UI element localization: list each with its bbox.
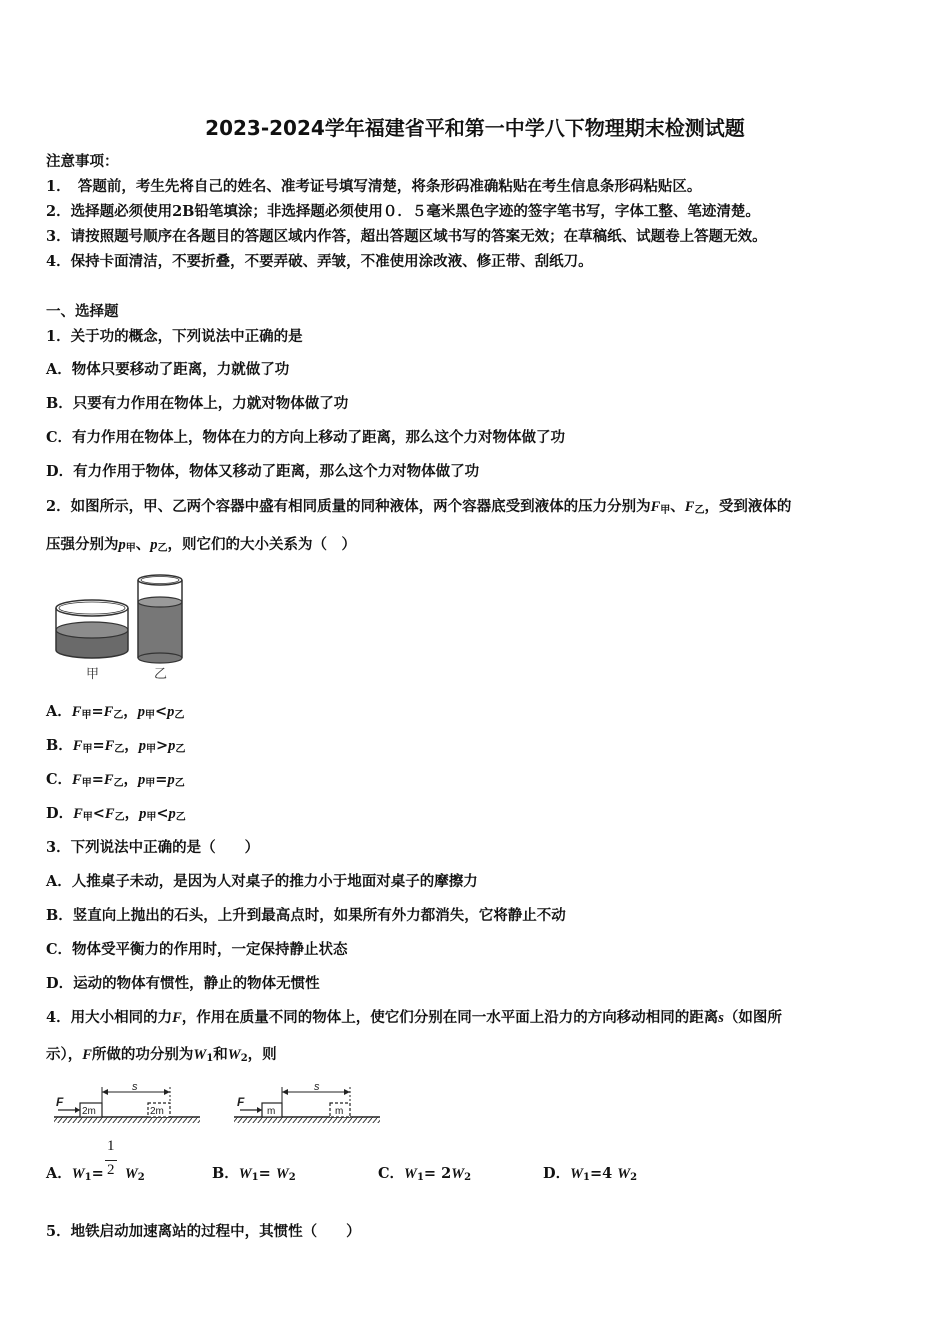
- subscript: 2: [137, 1172, 145, 1183]
- stem-text: ，则: [247, 1046, 277, 1063]
- mass-label: 2m: [82, 1106, 96, 1117]
- option-letter: C．: [46, 771, 73, 788]
- symbol-F: F: [72, 772, 82, 788]
- symbol-p: p: [118, 537, 126, 553]
- notice-item: 4．保持卡面清洁，不要折叠，不要弄破、弄皱，不准使用涂改液、修正带、刮纸刀。: [46, 253, 593, 270]
- symbol-W: W: [124, 1166, 138, 1182]
- question-3-option-a: A．人推桌子未动，是因为人对桌子的推力小于地面对桌子的摩擦力: [46, 873, 478, 890]
- fraction-bar: [105, 1160, 117, 1161]
- stem-text: 压强分别为: [46, 536, 119, 553]
- symbol-F: F: [684, 499, 695, 515]
- relation: =: [155, 771, 168, 788]
- relation: <: [92, 805, 105, 822]
- subscript: 乙: [114, 744, 125, 755]
- comma: ，: [123, 703, 138, 720]
- symbol-F: F: [650, 499, 661, 515]
- relation: =: [91, 771, 104, 788]
- question-2-option-b: [46, 736, 185, 760]
- relation: >: [156, 737, 169, 754]
- subscript: 2: [630, 1172, 638, 1183]
- symbol-W: W: [275, 1166, 289, 1182]
- symbol-F: F: [71, 704, 82, 720]
- question-2-stem-line2: [46, 535, 356, 559]
- page-title: 2023-2024学年福建省平和第一中学八下物理期末检测试题: [205, 116, 745, 140]
- stem-text: 所做的功分别为: [91, 1046, 194, 1063]
- notice-item: 3．请按照题号顺序在各题目的答题区域内作答，超出答题区域书写的答案无效；在草稿纸、试题卷上答题无效。: [46, 228, 767, 245]
- question-4-stem-line1: [46, 1008, 782, 1028]
- mass-label: 2m: [150, 1106, 164, 1117]
- symbol-W: W: [404, 1166, 417, 1182]
- subscript: 甲: [145, 778, 156, 789]
- question-2-option-c: [46, 770, 185, 794]
- subscript: 乙: [175, 812, 186, 823]
- stem-text: 2．如图所示，甲、乙两个容器中盛有相同质量的同种液体，两个容器底受到液体的压力分别为: [46, 498, 651, 515]
- subscript: 2: [288, 1172, 296, 1183]
- section-heading: 一、选择题: [46, 303, 119, 320]
- subscript: 甲: [81, 778, 92, 789]
- question-2-stem-line1: [46, 497, 791, 521]
- subscript: 2: [464, 1172, 472, 1183]
- stem-text: ，受到液体的: [704, 498, 792, 515]
- relation: =: [92, 737, 105, 754]
- separator: 、: [135, 536, 151, 553]
- subscript: 1: [582, 1172, 590, 1183]
- symbol-F: F: [82, 1047, 92, 1063]
- relation: =: [258, 1165, 276, 1182]
- mass-label: m: [267, 1106, 276, 1117]
- symbol-p: p: [167, 772, 175, 788]
- symbol-p: p: [167, 704, 175, 720]
- distance-label: s: [132, 1082, 138, 1093]
- question-3-option-c: C．物体受平衡力的作用时，一定保持静止状态: [46, 941, 348, 958]
- subscript: 1: [84, 1172, 92, 1183]
- option-letter: B．: [212, 1165, 239, 1182]
- relation: =: [91, 703, 104, 720]
- symbol-W: W: [71, 1166, 85, 1182]
- diagram-2m: [54, 1082, 200, 1123]
- symbol-W: W: [451, 1166, 465, 1182]
- option-letter: A．: [46, 1165, 72, 1182]
- subscript: 1: [416, 1172, 424, 1183]
- force-distance-figure: [52, 1082, 392, 1128]
- subscript: 甲: [146, 812, 157, 823]
- subscript: 甲: [81, 710, 92, 721]
- notice-item: 2．选择题必须使用2B铅笔填涂；非选择题必须使用０．５毫米黑色字迹的签字笔书写，字体工整、笔迹清楚。: [46, 203, 760, 220]
- option-letter: C．: [378, 1165, 405, 1182]
- subscript: 乙: [174, 778, 185, 789]
- symbol-F: F: [72, 738, 83, 754]
- symbol-F: F: [103, 772, 114, 788]
- stem-text: （如图所: [723, 1009, 782, 1026]
- relation: <: [156, 805, 169, 822]
- question-4-stem-line2: [46, 1045, 277, 1069]
- subscript: 乙: [113, 710, 124, 721]
- notice-heading: 注意事项：: [46, 153, 119, 170]
- containers-figure: [48, 572, 198, 684]
- subscript: 乙: [174, 710, 185, 721]
- question-1-option-a: A．物体只要移动了距离，力就做了功: [46, 361, 290, 378]
- symbol-p: p: [168, 738, 176, 754]
- diagram-m: [234, 1082, 380, 1123]
- subscript: 甲: [145, 710, 156, 721]
- subscript: 甲: [146, 744, 157, 755]
- separator: 、: [670, 498, 685, 515]
- question-3-option-b: B．竖直向上抛出的石头，上升到最高点时，如果所有外力都消失，它将静止不动: [46, 907, 566, 924]
- question-5-stem: 5．地铁启动加速离站的过程中，其惯性（ ）: [46, 1223, 361, 1240]
- symbol-p: p: [138, 738, 147, 754]
- question-4-option-a: [46, 1164, 145, 1188]
- figure-label-jia: 甲: [86, 666, 100, 681]
- subscript: 乙: [113, 778, 124, 789]
- symbol-F: F: [73, 806, 83, 822]
- stem-text: 示），: [46, 1046, 83, 1063]
- symbol-p: p: [137, 704, 146, 720]
- subscript: 乙: [694, 505, 705, 516]
- notice-item: 1． 答题前，考生先将自己的姓名、准考证号填写清楚，将条形码准确粘贴在考生信息条形码粘贴区。: [46, 178, 702, 195]
- question-3-stem: 3．下列说法中正确的是（ ）: [46, 839, 260, 856]
- symbol-F: F: [172, 1010, 182, 1026]
- question-3-option-d: D．运动的物体有惯性，静止的物体无惯性: [46, 975, 320, 992]
- fraction-denominator: 2: [107, 1162, 115, 1178]
- question-1-option-b: B．只要有力作用在物体上，力就对物体做了功: [46, 395, 349, 412]
- option-letter: D．: [46, 805, 74, 822]
- symbol-W: W: [570, 1166, 583, 1182]
- symbol-W: W: [193, 1047, 207, 1063]
- subscript: 2: [240, 1053, 248, 1064]
- subscript: 1: [206, 1053, 214, 1064]
- option-letter: B．: [46, 737, 73, 754]
- subscript: 甲: [660, 505, 671, 516]
- symbol-W: W: [238, 1166, 252, 1182]
- symbol-F: F: [104, 806, 115, 822]
- subscript: 乙: [175, 744, 186, 755]
- symbol-W: W: [227, 1047, 241, 1063]
- question-1-option-d: D．有力作用于物体，物体又移动了距离，那么这个力对物体做了功: [46, 463, 480, 480]
- comma: ，: [124, 805, 140, 822]
- symbol-p: p: [168, 806, 176, 822]
- question-2-option-d: [46, 804, 186, 828]
- subscript: 乙: [157, 543, 168, 554]
- relation: =4: [589, 1165, 618, 1182]
- question-4-option-b: [212, 1164, 296, 1188]
- symbol-p: p: [138, 772, 146, 788]
- symbol-W: W: [617, 1166, 631, 1182]
- question-4-option-c: [378, 1164, 471, 1188]
- question-1-option-c: C．有力作用在物体上，物体在力的方向上移动了距离，那么这个力对物体做了功: [46, 429, 566, 446]
- force-label: F: [56, 1095, 64, 1109]
- symbol-s: s: [718, 1010, 724, 1026]
- symbol-F: F: [103, 704, 114, 720]
- subscript: 乙: [114, 812, 125, 823]
- option-letter: A．: [46, 703, 72, 720]
- relation: =: [91, 1165, 109, 1182]
- comma: ，: [124, 737, 139, 754]
- subscript: 甲: [82, 812, 93, 823]
- question-4-option-d: [543, 1164, 637, 1188]
- container-jia: [56, 600, 128, 658]
- symbol-F: F: [104, 738, 115, 754]
- question-1-stem: 1．关于功的概念，下列说法中正确的是: [46, 328, 303, 345]
- relation: <: [155, 703, 168, 720]
- option-letter: D．: [543, 1165, 571, 1182]
- distance-label: s: [314, 1082, 320, 1093]
- question-2-option-a: [46, 702, 184, 726]
- subscript: 甲: [125, 543, 136, 554]
- symbol-p: p: [139, 806, 147, 822]
- symbol-p: p: [150, 537, 158, 553]
- container-yi: [138, 575, 182, 663]
- figure-label-yi: 乙: [154, 666, 168, 681]
- relation: = 2: [423, 1165, 452, 1182]
- stem-text: ，作用在质量不同的物体上，使它们分别在同一水平面上沿力的方向移动相同的距离: [181, 1009, 719, 1026]
- stem-text: 4．用大小相同的力: [46, 1009, 173, 1026]
- subscript: 1: [251, 1172, 259, 1183]
- stem-text: ，则它们的大小关系为（ ）: [167, 536, 356, 553]
- subscript: 甲: [82, 744, 93, 755]
- mass-label: m: [335, 1106, 344, 1117]
- comma: ，: [123, 771, 139, 788]
- fraction-numerator: 1: [107, 1138, 115, 1154]
- stem-text: 和: [213, 1046, 228, 1063]
- force-label: F: [237, 1095, 245, 1109]
